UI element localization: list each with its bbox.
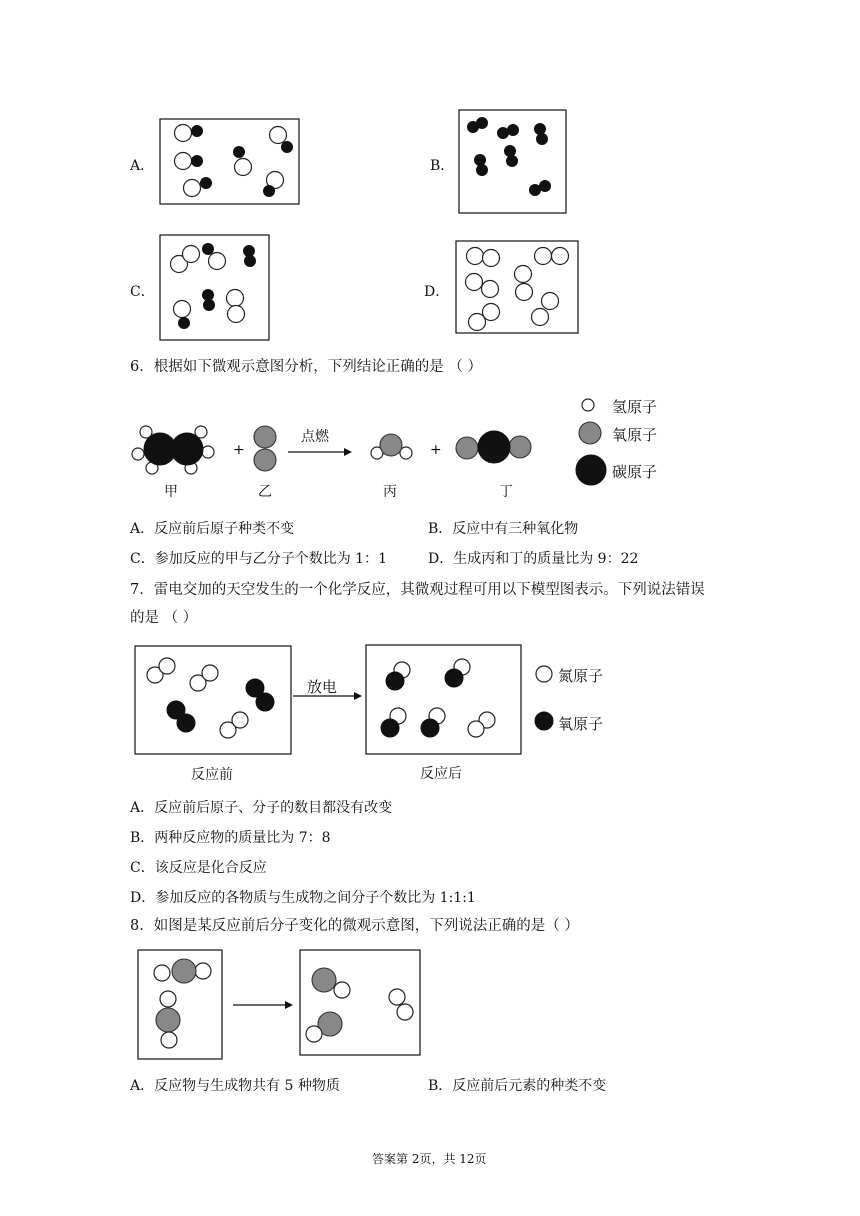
q7-legend-oxygen: 氧原子 [558, 715, 604, 733]
q7-option-c: C．该反应是化合反应 [130, 860, 267, 876]
q8-after-molecules [306, 968, 413, 1042]
q8-before-molecules [154, 959, 211, 1048]
page-footer: 答案第 2页，共 12页 [372, 1152, 487, 1166]
q5-option-c-label: C． [130, 284, 155, 300]
q7-option-b: B．两种反应物的质量比为 7：8 [130, 830, 331, 846]
q8-stem: 8．如图是某反应前后分子变化的微观示意图，下列说法正确的是（ ） [130, 918, 579, 934]
q6-legend-hydrogen: 氢原子 [612, 398, 658, 416]
q7-stem-line1: 7．雷电交加的天空发生的一个化学反应，其微观过程可用以下模型图表示。下列说法错误 [130, 582, 705, 598]
q5-option-b-label: B． [430, 158, 455, 174]
q6-species-ding: 丁 [499, 484, 513, 500]
q6-species-jia: 甲 [164, 484, 178, 500]
q8-option-b: B．反应前后元素的种类不变 [428, 1078, 607, 1094]
q6-arrow-label: 点燃 [301, 429, 329, 445]
q6-legend-carbon: 碳原子 [612, 463, 658, 481]
q5-option-a-label: A． [130, 158, 155, 174]
q7-before-label: 反应前 [191, 767, 233, 783]
q6-option-b: B．反应中有三种氧化物 [428, 521, 579, 537]
q6-option-c: C．参加反应的甲与乙分子个数比为 1：1 [130, 551, 387, 567]
q6-stem: 6．根据如下微观示意图分析，下列结论正确的是 （ ） [130, 359, 482, 375]
q7-arrow-label: 放电 [307, 678, 338, 696]
q6-species-yi: 乙 [258, 484, 272, 500]
q7-stem-line2: 的是 （ ） [130, 610, 198, 626]
q8-option-a: A．反应物与生成物共有 5 种物质 [130, 1078, 340, 1094]
q6-plus-1: + [233, 442, 245, 458]
q7-legend-nitrogen: 氮原子 [558, 667, 604, 685]
q6-species-bing: 丙 [383, 484, 397, 500]
q7-option-d: D．参加反应的各物质与生成物之间分子个数比为 1:1:1 [130, 890, 476, 906]
q6-option-d: D．生成丙和丁的质量比为 9：22 [428, 551, 639, 567]
q6-option-a: A．反应前后原子种类不变 [130, 521, 295, 537]
q6-plus-2: + [430, 442, 442, 458]
q5-option-d-label: D． [424, 284, 450, 300]
q7-option-a: A．反应前后原子、分子的数目都没有改变 [130, 800, 393, 816]
q6-legend-oxygen: 氧原子 [612, 426, 658, 444]
q7-after-label: 反应后 [420, 766, 462, 782]
